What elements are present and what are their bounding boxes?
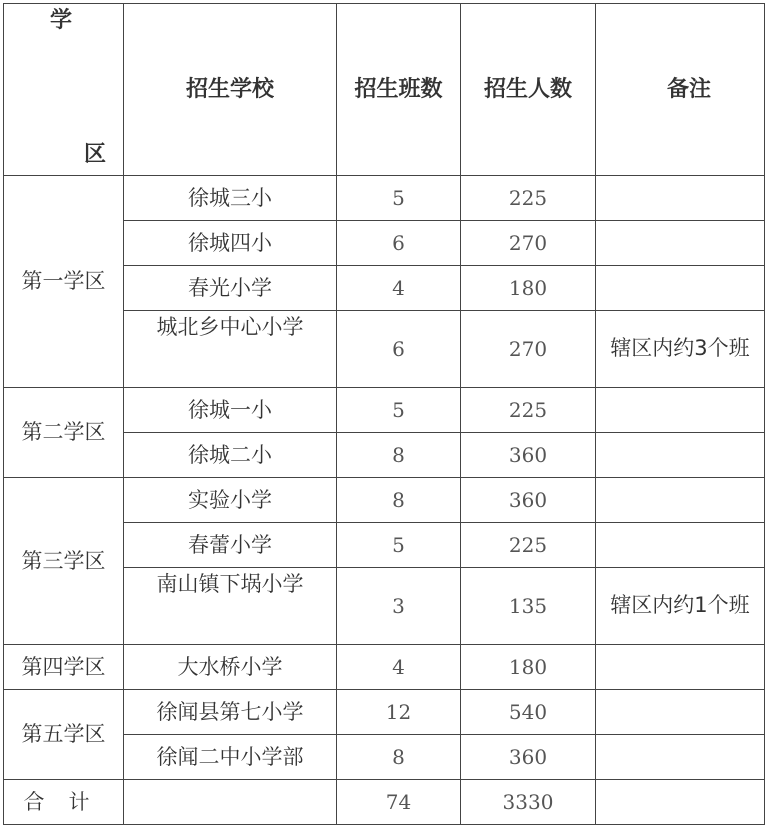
note (596, 433, 765, 478)
district-name: 第四学区 (4, 645, 124, 690)
header-district-char1: 学 (50, 8, 73, 33)
note (596, 176, 765, 221)
header-school: 招生学校 (124, 4, 337, 176)
header-district (4, 4, 124, 176)
total-school-empty (124, 780, 337, 825)
class-count: 8 (337, 478, 461, 523)
total-students: 3330 (461, 780, 596, 825)
class-count: 8 (337, 433, 461, 478)
header-row (4, 4, 765, 176)
student-count: 270 (461, 311, 596, 388)
district-name: 第五学区 (4, 690, 124, 780)
school-name: 徐闻县第七小学 (124, 690, 337, 735)
district-name: 第二学区 (4, 388, 124, 478)
school-name: 实验小学 (124, 478, 337, 523)
student-count: 540 (461, 690, 596, 735)
school-name: 大水桥小学 (124, 645, 337, 690)
note: 辖区内约1个班 (596, 568, 765, 645)
class-count: 6 (337, 311, 461, 388)
district-name: 第三学区 (4, 478, 124, 645)
table-row (4, 645, 765, 690)
school-name: 城北乡中心小学 (124, 311, 337, 388)
header-notes: 备注 (596, 4, 765, 176)
student-count: 360 (461, 433, 596, 478)
student-count: 225 (461, 523, 596, 568)
student-count: 360 (461, 735, 596, 780)
student-count: 180 (461, 645, 596, 690)
total-note-empty (596, 780, 765, 825)
note (596, 221, 765, 266)
header-classes: 招生班数 (337, 4, 461, 176)
note (596, 388, 765, 433)
district-name: 第一学区 (4, 176, 124, 388)
note (596, 735, 765, 780)
enrollment-table (3, 3, 765, 825)
total-label: 合计 (4, 780, 124, 825)
class-count: 6 (337, 221, 461, 266)
class-count: 8 (337, 735, 461, 780)
table-row (4, 690, 765, 735)
table-row (4, 478, 765, 523)
note (596, 478, 765, 523)
student-count: 225 (461, 176, 596, 221)
student-count: 270 (461, 221, 596, 266)
class-count: 5 (337, 176, 461, 221)
note: 辖区内约3个班 (596, 311, 765, 388)
total-classes: 74 (337, 780, 461, 825)
class-count: 4 (337, 266, 461, 311)
class-count: 4 (337, 645, 461, 690)
student-count: 360 (461, 478, 596, 523)
class-count: 5 (337, 523, 461, 568)
school-name: 徐城二小 (124, 433, 337, 478)
table-row (4, 388, 765, 433)
school-name: 徐城一小 (124, 388, 337, 433)
student-count: 225 (461, 388, 596, 433)
table-row (4, 176, 765, 221)
school-name: 春光小学 (124, 266, 337, 311)
header-district-char2: 区 (84, 142, 107, 167)
note (596, 645, 765, 690)
note (596, 523, 765, 568)
school-name: 南山镇下埚小学 (124, 568, 337, 645)
school-name: 春蕾小学 (124, 523, 337, 568)
student-count: 135 (461, 568, 596, 645)
school-name: 徐城三小 (124, 176, 337, 221)
class-count: 5 (337, 388, 461, 433)
school-name: 徐城四小 (124, 221, 337, 266)
header-students: 招生人数 (461, 4, 596, 176)
class-count: 12 (337, 690, 461, 735)
class-count: 3 (337, 568, 461, 645)
total-row (4, 780, 765, 825)
school-name: 徐闻二中小学部 (124, 735, 337, 780)
note (596, 690, 765, 735)
student-count: 180 (461, 266, 596, 311)
note (596, 266, 765, 311)
